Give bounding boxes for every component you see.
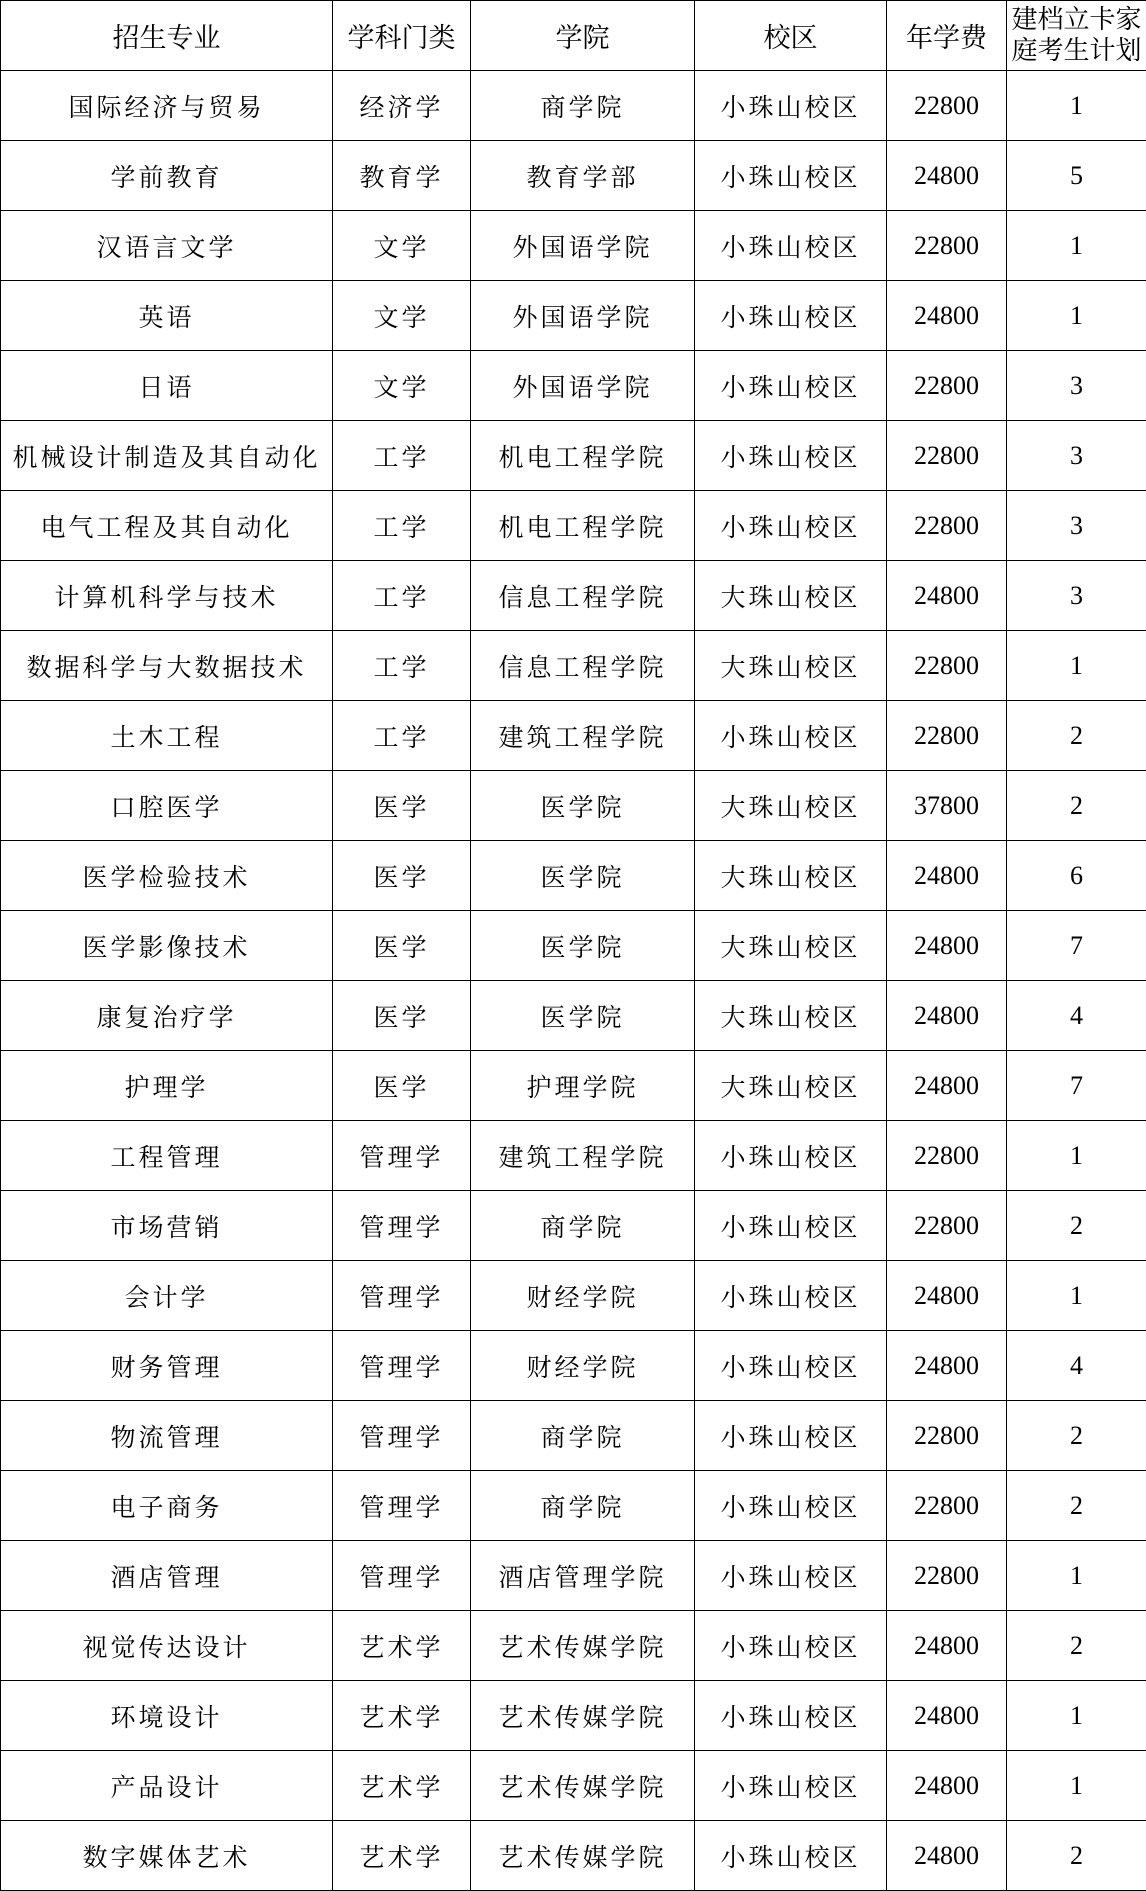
cell-plan: 7 [1007, 911, 1146, 981]
cell-college: 医学院 [471, 841, 695, 911]
cell-campus: 大珠山校区 [695, 1051, 887, 1121]
cell-major: 电气工程及其自动化 [1, 491, 333, 561]
table-row [1, 911, 1146, 981]
table-row [1, 1681, 1146, 1751]
cell-tuition: 24800 [887, 981, 1007, 1051]
cell-plan: 2 [1007, 1191, 1146, 1261]
cell-tuition: 37800 [887, 771, 1007, 841]
cell-major: 工程管理 [1, 1121, 333, 1191]
cell-college: 艺术传媒学院 [471, 1821, 695, 1891]
cell-major: 酒店管理 [1, 1541, 333, 1611]
cell-campus: 小珠山校区 [695, 1471, 887, 1541]
cell-plan: 4 [1007, 1331, 1146, 1401]
cell-discipline: 文学 [333, 351, 471, 421]
cell-plan: 3 [1007, 491, 1146, 561]
table-row [1, 1541, 1146, 1611]
cell-college: 商学院 [471, 1191, 695, 1261]
cell-discipline: 工学 [333, 561, 471, 631]
cell-college: 商学院 [471, 1471, 695, 1541]
cell-discipline: 经济学 [333, 71, 471, 141]
cell-discipline: 管理学 [333, 1191, 471, 1261]
cell-discipline: 管理学 [333, 1261, 471, 1331]
cell-tuition: 24800 [887, 1821, 1007, 1891]
cell-campus: 小珠山校区 [695, 211, 887, 281]
cell-college: 财经学院 [471, 1261, 695, 1331]
cell-tuition: 24800 [887, 141, 1007, 211]
cell-campus: 小珠山校区 [695, 1751, 887, 1821]
table-row [1, 211, 1146, 281]
header-row [1, 1, 1146, 71]
cell-college: 外国语学院 [471, 281, 695, 351]
cell-college: 酒店管理学院 [471, 1541, 695, 1611]
cell-college: 护理学院 [471, 1051, 695, 1121]
cell-campus: 小珠山校区 [695, 421, 887, 491]
cell-college: 医学院 [471, 911, 695, 981]
cell-discipline: 文学 [333, 281, 471, 351]
cell-plan: 3 [1007, 421, 1146, 491]
table-row [1, 351, 1146, 421]
cell-campus: 大珠山校区 [695, 631, 887, 701]
cell-tuition: 22800 [887, 421, 1007, 491]
cell-college: 艺术传媒学院 [471, 1681, 695, 1751]
cell-college: 信息工程学院 [471, 631, 695, 701]
cell-plan: 1 [1007, 631, 1146, 701]
cell-plan: 2 [1007, 1821, 1146, 1891]
cell-campus: 小珠山校区 [695, 1611, 887, 1681]
cell-campus: 大珠山校区 [695, 561, 887, 631]
cell-discipline: 艺术学 [333, 1821, 471, 1891]
cell-major: 机械设计制造及其自动化 [1, 421, 333, 491]
table-row [1, 1471, 1146, 1541]
cell-college: 商学院 [471, 1401, 695, 1471]
table-row [1, 701, 1146, 771]
cell-college: 外国语学院 [471, 211, 695, 281]
cell-tuition: 22800 [887, 351, 1007, 421]
cell-major: 医学检验技术 [1, 841, 333, 911]
cell-college: 机电工程学院 [471, 421, 695, 491]
cell-plan: 6 [1007, 841, 1146, 911]
cell-tuition: 24800 [887, 561, 1007, 631]
cell-tuition: 22800 [887, 1191, 1007, 1261]
cell-plan: 7 [1007, 1051, 1146, 1121]
cell-plan: 3 [1007, 561, 1146, 631]
cell-tuition: 24800 [887, 1261, 1007, 1331]
cell-tuition: 22800 [887, 701, 1007, 771]
cell-discipline: 医学 [333, 841, 471, 911]
table-header [1, 1, 1146, 71]
cell-campus: 小珠山校区 [695, 1821, 887, 1891]
cell-college: 财经学院 [471, 1331, 695, 1401]
cell-college: 建筑工程学院 [471, 701, 695, 771]
cell-plan: 2 [1007, 771, 1146, 841]
header-campus: 校区 [695, 1, 887, 71]
table-row [1, 1191, 1146, 1261]
cell-discipline: 管理学 [333, 1541, 471, 1611]
cell-tuition: 24800 [887, 1751, 1007, 1821]
cell-discipline: 医学 [333, 981, 471, 1051]
header-major: 招生专业 [1, 1, 333, 71]
cell-major: 物流管理 [1, 1401, 333, 1471]
header-discipline: 学科门类 [333, 1, 471, 71]
cell-plan: 2 [1007, 1471, 1146, 1541]
cell-major: 数字媒体艺术 [1, 1821, 333, 1891]
cell-campus: 小珠山校区 [695, 1191, 887, 1261]
cell-campus: 大珠山校区 [695, 841, 887, 911]
table-row [1, 1401, 1146, 1471]
cell-major: 电子商务 [1, 1471, 333, 1541]
cell-campus: 小珠山校区 [695, 491, 887, 561]
cell-plan: 2 [1007, 1401, 1146, 1471]
cell-discipline: 工学 [333, 701, 471, 771]
cell-campus: 小珠山校区 [695, 1331, 887, 1401]
cell-major: 市场营销 [1, 1191, 333, 1261]
cell-discipline: 医学 [333, 771, 471, 841]
cell-college: 外国语学院 [471, 351, 695, 421]
cell-major: 环境设计 [1, 1681, 333, 1751]
table-row [1, 71, 1146, 141]
cell-plan: 5 [1007, 141, 1146, 211]
cell-major: 产品设计 [1, 1751, 333, 1821]
cell-major: 土木工程 [1, 701, 333, 771]
cell-plan: 2 [1007, 1611, 1146, 1681]
cell-discipline: 工学 [333, 631, 471, 701]
table-row [1, 561, 1146, 631]
cell-tuition: 22800 [887, 491, 1007, 561]
cell-tuition: 22800 [887, 211, 1007, 281]
cell-college: 建筑工程学院 [471, 1121, 695, 1191]
cell-major: 视觉传达设计 [1, 1611, 333, 1681]
cell-campus: 大珠山校区 [695, 981, 887, 1051]
cell-major: 国际经济与贸易 [1, 71, 333, 141]
cell-campus: 小珠山校区 [695, 71, 887, 141]
table-row [1, 771, 1146, 841]
cell-plan: 3 [1007, 351, 1146, 421]
table-row [1, 1751, 1146, 1821]
cell-major: 会计学 [1, 1261, 333, 1331]
cell-discipline: 工学 [333, 421, 471, 491]
cell-discipline: 医学 [333, 911, 471, 981]
cell-major: 口腔医学 [1, 771, 333, 841]
cell-plan: 2 [1007, 701, 1146, 771]
cell-tuition: 24800 [887, 1051, 1007, 1121]
table-row [1, 1331, 1146, 1401]
cell-tuition: 22800 [887, 631, 1007, 701]
table-row [1, 1261, 1146, 1331]
cell-tuition: 22800 [887, 1401, 1007, 1471]
cell-plan: 1 [1007, 1751, 1146, 1821]
cell-discipline: 艺术学 [333, 1681, 471, 1751]
cell-major: 数据科学与大数据技术 [1, 631, 333, 701]
cell-plan: 1 [1007, 1541, 1146, 1611]
cell-campus: 小珠山校区 [695, 1261, 887, 1331]
cell-college: 机电工程学院 [471, 491, 695, 561]
cell-campus: 小珠山校区 [695, 1681, 887, 1751]
cell-discipline: 管理学 [333, 1331, 471, 1401]
cell-tuition: 24800 [887, 1331, 1007, 1401]
table-row [1, 141, 1146, 211]
cell-discipline: 教育学 [333, 141, 471, 211]
cell-tuition: 22800 [887, 71, 1007, 141]
cell-plan: 1 [1007, 1261, 1146, 1331]
table-row [1, 981, 1146, 1051]
cell-college: 医学院 [471, 771, 695, 841]
cell-major: 汉语言文学 [1, 211, 333, 281]
cell-college: 信息工程学院 [471, 561, 695, 631]
cell-plan: 1 [1007, 71, 1146, 141]
cell-campus: 小珠山校区 [695, 141, 887, 211]
table-row [1, 1821, 1146, 1891]
cell-tuition: 24800 [887, 841, 1007, 911]
cell-major: 英语 [1, 281, 333, 351]
table-row [1, 491, 1146, 561]
cell-campus: 大珠山校区 [695, 771, 887, 841]
cell-tuition: 24800 [887, 281, 1007, 351]
table-row [1, 1051, 1146, 1121]
cell-college: 医学院 [471, 981, 695, 1051]
cell-major: 日语 [1, 351, 333, 421]
cell-tuition: 22800 [887, 1471, 1007, 1541]
table-body [1, 71, 1146, 1891]
cell-campus: 小珠山校区 [695, 281, 887, 351]
cell-plan: 1 [1007, 1681, 1146, 1751]
cell-discipline: 管理学 [333, 1401, 471, 1471]
cell-campus: 小珠山校区 [695, 701, 887, 771]
cell-tuition: 24800 [887, 1681, 1007, 1751]
header-college: 学院 [471, 1, 695, 71]
cell-major: 医学影像技术 [1, 911, 333, 981]
cell-plan: 1 [1007, 1121, 1146, 1191]
cell-campus: 小珠山校区 [695, 351, 887, 421]
table-row [1, 631, 1146, 701]
cell-major: 康复治疗学 [1, 981, 333, 1051]
cell-campus: 大珠山校区 [695, 911, 887, 981]
cell-campus: 小珠山校区 [695, 1401, 887, 1471]
cell-tuition: 22800 [887, 1121, 1007, 1191]
cell-major: 财务管理 [1, 1331, 333, 1401]
cell-college: 商学院 [471, 71, 695, 141]
header-tuition: 年学费 [887, 1, 1007, 71]
cell-major: 计算机科学与技术 [1, 561, 333, 631]
cell-tuition: 22800 [887, 1541, 1007, 1611]
cell-plan: 4 [1007, 981, 1146, 1051]
cell-college: 艺术传媒学院 [471, 1751, 695, 1821]
table-row [1, 841, 1146, 911]
cell-discipline: 艺术学 [333, 1611, 471, 1681]
cell-tuition: 24800 [887, 1611, 1007, 1681]
cell-college: 艺术传媒学院 [471, 1611, 695, 1681]
cell-discipline: 管理学 [333, 1121, 471, 1191]
cell-discipline: 文学 [333, 211, 471, 281]
table-row [1, 1121, 1146, 1191]
cell-major: 学前教育 [1, 141, 333, 211]
cell-tuition: 24800 [887, 911, 1007, 981]
cell-discipline: 管理学 [333, 1471, 471, 1541]
table-row [1, 281, 1146, 351]
cell-discipline: 工学 [333, 491, 471, 561]
cell-campus: 小珠山校区 [695, 1541, 887, 1611]
cell-college: 教育学部 [471, 141, 695, 211]
cell-campus: 小珠山校区 [695, 1121, 887, 1191]
header-plan: 建档立卡家庭考生计划 [1007, 1, 1146, 71]
table-row [1, 421, 1146, 491]
cell-plan: 1 [1007, 281, 1146, 351]
cell-major: 护理学 [1, 1051, 333, 1121]
cell-discipline: 艺术学 [333, 1751, 471, 1821]
table-row [1, 1611, 1146, 1681]
cell-plan: 1 [1007, 211, 1146, 281]
cell-discipline: 医学 [333, 1051, 471, 1121]
